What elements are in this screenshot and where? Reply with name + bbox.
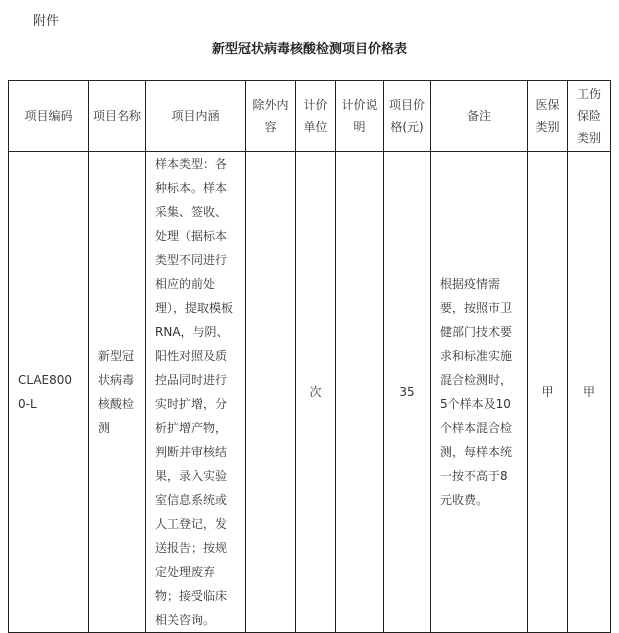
cell-unit: 次 [296, 152, 336, 633]
table-row [9, 152, 611, 633]
cell-exclude [246, 152, 296, 633]
header-pricing-note: 计价说明 [336, 81, 384, 152]
cell-remark: 根据疫情需要，按照市卫健部门技术要求和标准实施混合检测时，5个样本及10个样本混合检测，每样本统一按不高于8元收费。 [431, 152, 528, 633]
cell-injury: 甲 [568, 152, 611, 633]
price-table [8, 80, 611, 633]
cell-content: 样本类型：各种标本。样本采集、签收、处理（据标本类型不同进行相应的前处理），提取模板RNA，与阴、阳性对照及质控品同时进行实时扩增，分析扩增产物，判断并审核结果，录入实验室信息系统或人工登记，发送报告；按规定处理废弃物；接受临床相关咨询。 [146, 152, 246, 633]
header-price: 项目价格(元) [384, 81, 431, 152]
cell-code: CLAE8000-L [9, 152, 89, 633]
header-name: 项目名称 [89, 81, 146, 152]
cell-pricing-note [336, 152, 384, 633]
header-row [9, 81, 611, 152]
header-code: 项目编码 [9, 81, 89, 152]
header-remark: 备注 [431, 81, 528, 152]
header-insurance: 医保类别 [528, 81, 568, 152]
header-content: 项目内涵 [146, 81, 246, 152]
document-title: 新型冠状病毒核酸检测项目价格表 [211, 42, 407, 57]
header-injury: 工伤保险类别 [568, 81, 611, 152]
cell-name: 新型冠状病毒核酸检测 [89, 152, 146, 633]
attachment-label: 附件 [33, 14, 60, 29]
cell-insurance: 甲 [528, 152, 568, 633]
header-exclude: 除外内容 [246, 81, 296, 152]
cell-price: 35 [384, 152, 431, 633]
header-unit: 计价单位 [296, 81, 336, 152]
